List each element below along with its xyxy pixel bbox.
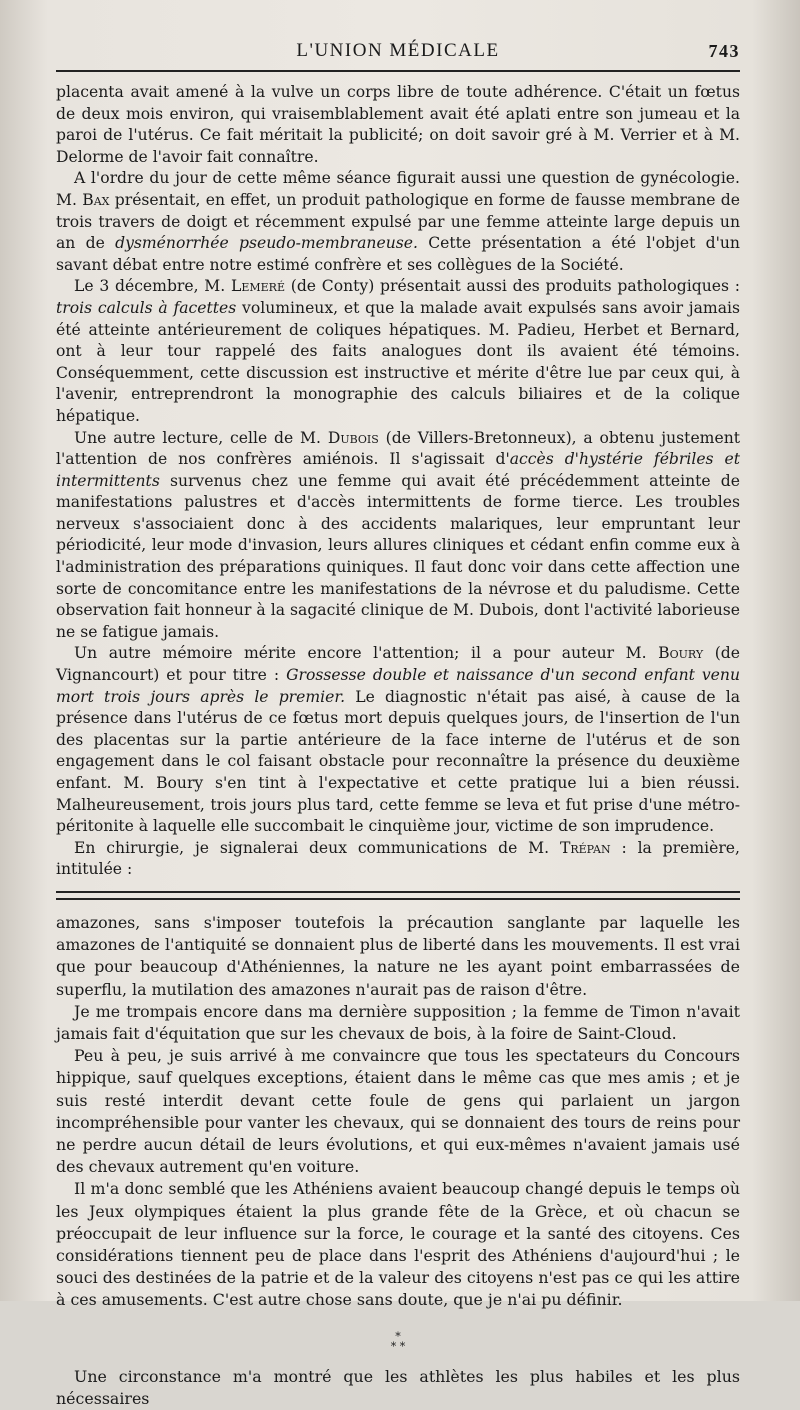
author-name: Trépan	[559, 838, 611, 857]
paragraph: placenta avait amené à la vulve un corps libre de toute adhérence. C'était un fœtus de deux mois environ, qui vraisemblablement avait été aplati entre son jumeau et la paroi de l'utérus. Ce fait méritait la publicité; on doit savoir gré à M. Verrier et à M. Delorme de l'avoir fait connaître.	[56, 83, 740, 166]
italic-term: dysménorrhée pseudo-membraneuse.	[115, 234, 418, 253]
paragraph: Le 3 décembre, M. Lemeré (de Conty) présentait aussi des produits pathologiques : trois calculs à facettes volumineux, et que la malade avait expulsés sans avoir jamais été atteinte antérieurement de coliques hépatiques. M. Padieu, Herbet et Bernard, ont à leur tour rappelé des faits analogues dont ils avaient été témoins. Conséquemment, cette discussion est instructive et mérite d'être lue par ceux qui, à l'avenir, entreprendront la monographie des calculs biliaires et de la colique hépatique.	[56, 277, 740, 425]
paragraph: Je me trompais encore dans ma dernière supposition ; la femme de Timon n'avait jamais fait d'équitation que sur les chevaux de bois, à la foire de Saint-Cloud.	[56, 1001, 740, 1043]
paragraph: amazones, sans s'imposer toutefois la précaution sanglante par laquelle les amazones de l'antiquité se donnaient plus de liberté dans les mouvements. Il est vrai que pour beaucoup d'Athéniennes, la nature ne les ayant point embarrassées de superflu, la mutilation des amazones n'aurait pas de raison d'être.	[56, 912, 740, 999]
feuilleton-column	[56, 912, 740, 1410]
author-name: Bax	[82, 190, 110, 209]
running-head	[56, 36, 740, 66]
paragraph: A l'ordre du jour de cette même séance figurait aussi une question de gynécologie. M. Bax présentait, en effet, un produit pathologique en forme de fausse membrane de trois travers de doigt et récemment expulsé par une femme atteinte large depuis un an de dysménorrhée pseudo-membraneuse. Cette présentation a été l'objet d'un savant débat entre notre estimé confrère et ses collègues de la Société.	[56, 169, 740, 274]
page-number: 743	[708, 41, 740, 61]
italic-term: accès d'hystérie fébriles et intermittents	[56, 450, 740, 490]
author-name: Boury	[658, 644, 704, 663]
journal-title: L'UNION MÉDICALE	[296, 40, 500, 61]
paragraph: Il m'a donc semblé que les Athéniens avaient beaucoup changé depuis le temps où les Jeux olympiques étaient la plus grande fête de la Grèce, et où chacun se préoccupait de leur influence sur la force, le courage et la santé des citoyens. Ces considérations tiennent peu de place dans l'esprit des Athéniens d'aujourd'hui ; le souci des destinées de la patrie et de la valeur des citoyens n'est pas ce qui les attire à ces amusements. C'est autre chose sans doute, que je n'ai pu définir.	[56, 1179, 740, 1310]
main-column	[56, 82, 740, 881]
feuilleton-separator	[56, 891, 740, 900]
italic-title: Grossesse double et naissance d'un second enfant venu mort trois jours après le premier.	[56, 666, 740, 706]
author-name: Lemeré	[230, 277, 285, 296]
paragraph: Un autre mémoire mérite encore l'attention; il a pour auteur M. Boury (de Vignancourt) et pour titre : Grossesse double et naissance d'un second enfant venu mort trois jours après le premier. Le diagnostic n'était pas aisé, à cause de la présence dans l'utérus de ce fœtus mort depuis quelques jours, de l'insertion de l'un des placentas sur la partie antérieure de la face interne de l'utérus et de son engagement dans le col faisant obstacle pour reconnaître la présence du deuxième enfant. M. Boury s'en tint à l'expectative et cette pratique lui a bien réussi. Malheureusement, trois jours plus tard, cette femme se leva et fut prise d'une métro-péritonite à laquelle elle succombait le cinquième jour, victime de son imprudence.	[56, 644, 740, 836]
italic-term: trois calculs à facettes	[56, 298, 237, 317]
paragraph: Une circonstance m'a montré que les athlètes les plus habiles et les plus nécessaires	[56, 1366, 740, 1408]
paragraph: Peu à peu, je suis arrivé à me convaincre que tous les spectateurs du Concours hippique, sauf quelques exceptions, étaient dans le même cas que mes amis ; et je suis resté interdit devant cette foule de gens qui parlaient un jargon incompréhensible pour vanter les chevaux, qui se donnaient des tours de reins pour ne perdre aucun détail de leurs évolutions, et qui eux-mêmes n'avaient jamais usé des chevaux autrement qu'en voiture.	[56, 1046, 740, 1177]
asterism: * * *	[390, 1329, 406, 1353]
author-name: Dubois	[327, 428, 379, 447]
paragraph: En chirurgie, je signalerai deux communications de M. Trépan : la première, intitulée :	[56, 838, 740, 879]
paragraph: Une autre lecture, celle de M. Dubois (de Villers-Bretonneux), a obtenu justement l'attention de nos confrères amiénois. Il s'agissait d'accès d'hystérie fébriles et intermittents survenus chez une femme qui avait été précédemment atteinte de manifestations palustres et d'accès intermittents de forme tierce. Les troubles nerveux s'associaient donc à des accidents malariques, leur empruntant leur périodicité, leur mode d'invasion, leurs allures cliniques et cédant enfin comme eux à l'administration des préparations quiniques. Il faut donc voir dans cette affection une sorte de concomitance entre les manifestations de la névrose et du paludisme. Cette observation fait honneur à la sagacité clinique de M. Dubois, dont l'activité laborieuse ne se fatigue jamais.	[56, 428, 741, 641]
header-rule	[56, 70, 740, 72]
